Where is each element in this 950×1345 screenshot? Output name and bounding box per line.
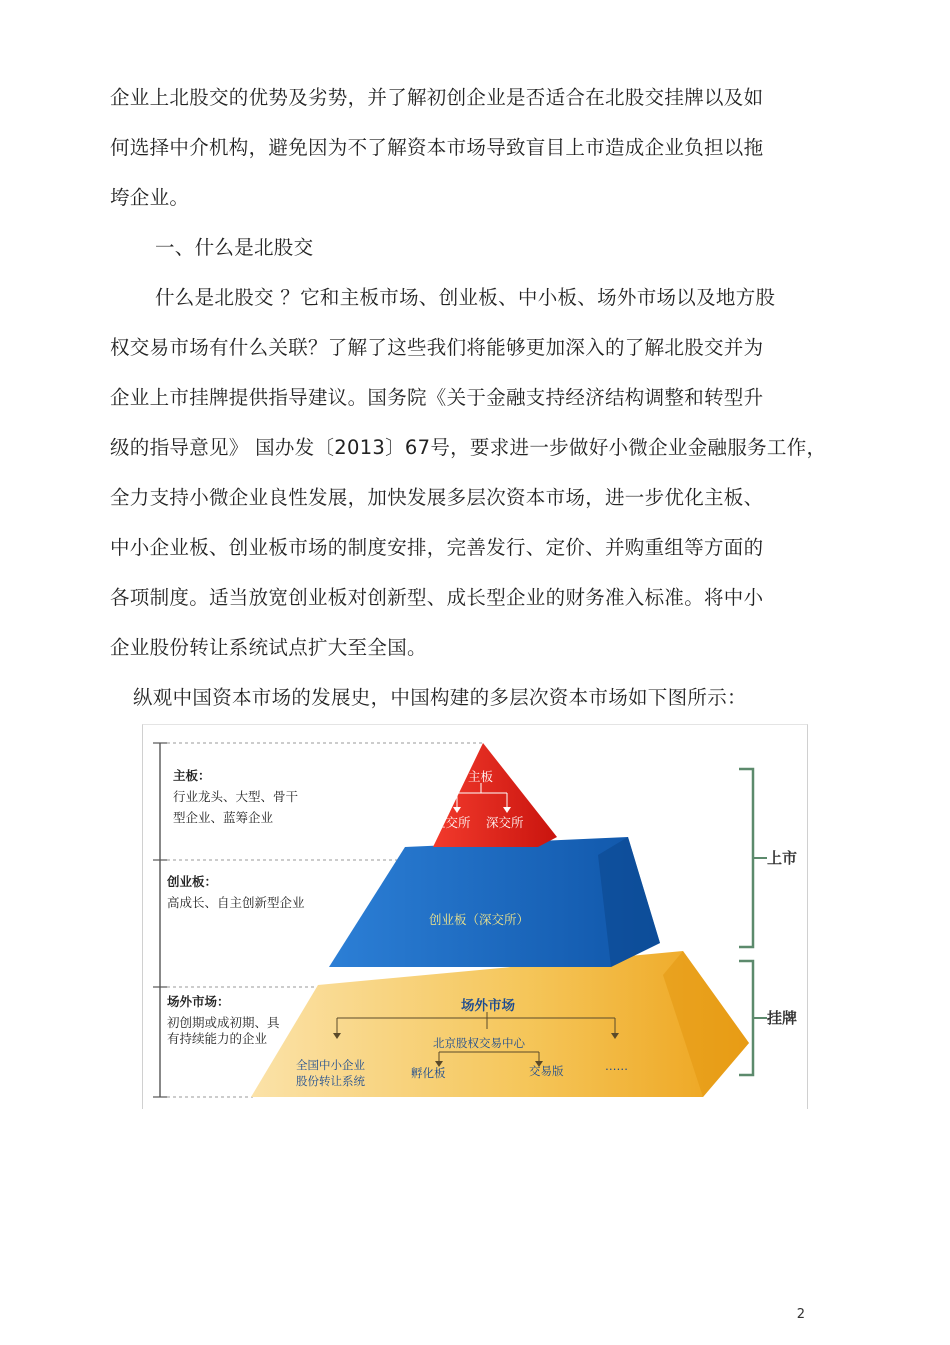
- pyramid-incubator: 孵化板: [411, 1066, 446, 1080]
- label-main-board-desc: 行业龙头、大型、骨干: [173, 789, 299, 804]
- pyramid-szse: 深交所: [486, 815, 524, 830]
- label-otc-title: 场外市场：: [167, 994, 230, 1009]
- text-line: 企业上市挂牌提供指导建议。国务院《关于金融支持经济结构调整和转型升: [110, 386, 764, 409]
- pyramid-gem: 创业板（深交所）: [429, 912, 530, 927]
- text-line: 企业上北股交的优势及劣势，并了解初创企业是否适合在北股交挂牌以及如: [110, 86, 764, 109]
- pyramid-ellipsis: ……: [605, 1059, 628, 1073]
- label-main-board-desc: 型企业、蓝筹企业: [173, 810, 274, 825]
- pyramid-tier-main: [433, 743, 557, 847]
- text-line: 全力支持小微企业良性发展，加快发展多层次资本市场，进一步优化主板、: [110, 486, 764, 509]
- text-line: 垮企业。: [110, 186, 190, 209]
- pyramid-otc-title: 场外市场: [461, 998, 515, 1014]
- pyramid-main-title: 主板: [468, 769, 494, 784]
- figure-intro: 纵观中国资本市场的发展史，中国构建的多层次资本市场如下图所示：: [133, 686, 747, 709]
- capital-market-pyramid-figure: [142, 724, 808, 1109]
- page-number: 2: [796, 1307, 805, 1322]
- text-line: 级的指导意见》 国办发〔2013〕67号，要求进一步做好小微企业金融服务工作，: [110, 436, 827, 459]
- text-line: 中小企业板、创业板市场的制度安排，完善发行、定价、并购重组等方面的: [110, 536, 764, 559]
- text-line: 企业股份转让系统试点扩大至全国。: [110, 636, 427, 659]
- text-line: 何选择中介机构，避免因为不了解资本市场导致盲目上市造成企业负担以拖: [110, 136, 764, 159]
- section-heading: 一、什么是北股交: [155, 236, 314, 259]
- label-gem-desc: 高成长、自主创新型企业: [167, 895, 305, 910]
- bracket-quoted: [739, 961, 753, 1075]
- pyramid-neeq: 全国中小企业: [296, 1058, 365, 1072]
- pyramid-trading: 交易版: [529, 1064, 564, 1078]
- pyramid-sse: 上交所: [433, 815, 471, 830]
- label-otc-desc: 有持续能力的企业: [167, 1031, 268, 1046]
- pyramid-neeq: 股份转让系统: [296, 1074, 365, 1088]
- label-gem-title: 创业板：: [167, 874, 218, 889]
- bracket-listed: [739, 769, 753, 947]
- text-line: 什么是北股交 ？它和主板市场、创业板、中小板、场外市场以及地方股: [155, 286, 776, 309]
- label-otc-desc: 初创期或成初期、具: [167, 1015, 280, 1030]
- text-line: 权交易市场有什么关联？了解了这些我们将能够更加深入的了解北股交并为: [110, 336, 764, 359]
- label-main-board-title: 主板：: [173, 768, 211, 783]
- text-line: 各项制度。适当放宽创业板对创新型、成长型企业的财务准入标准。将中小: [110, 586, 764, 609]
- pyramid-beijing-equity: 北京股权交易中心: [433, 1036, 525, 1050]
- label-listed: 上市: [767, 849, 798, 867]
- label-quoted: 挂牌: [767, 1009, 798, 1027]
